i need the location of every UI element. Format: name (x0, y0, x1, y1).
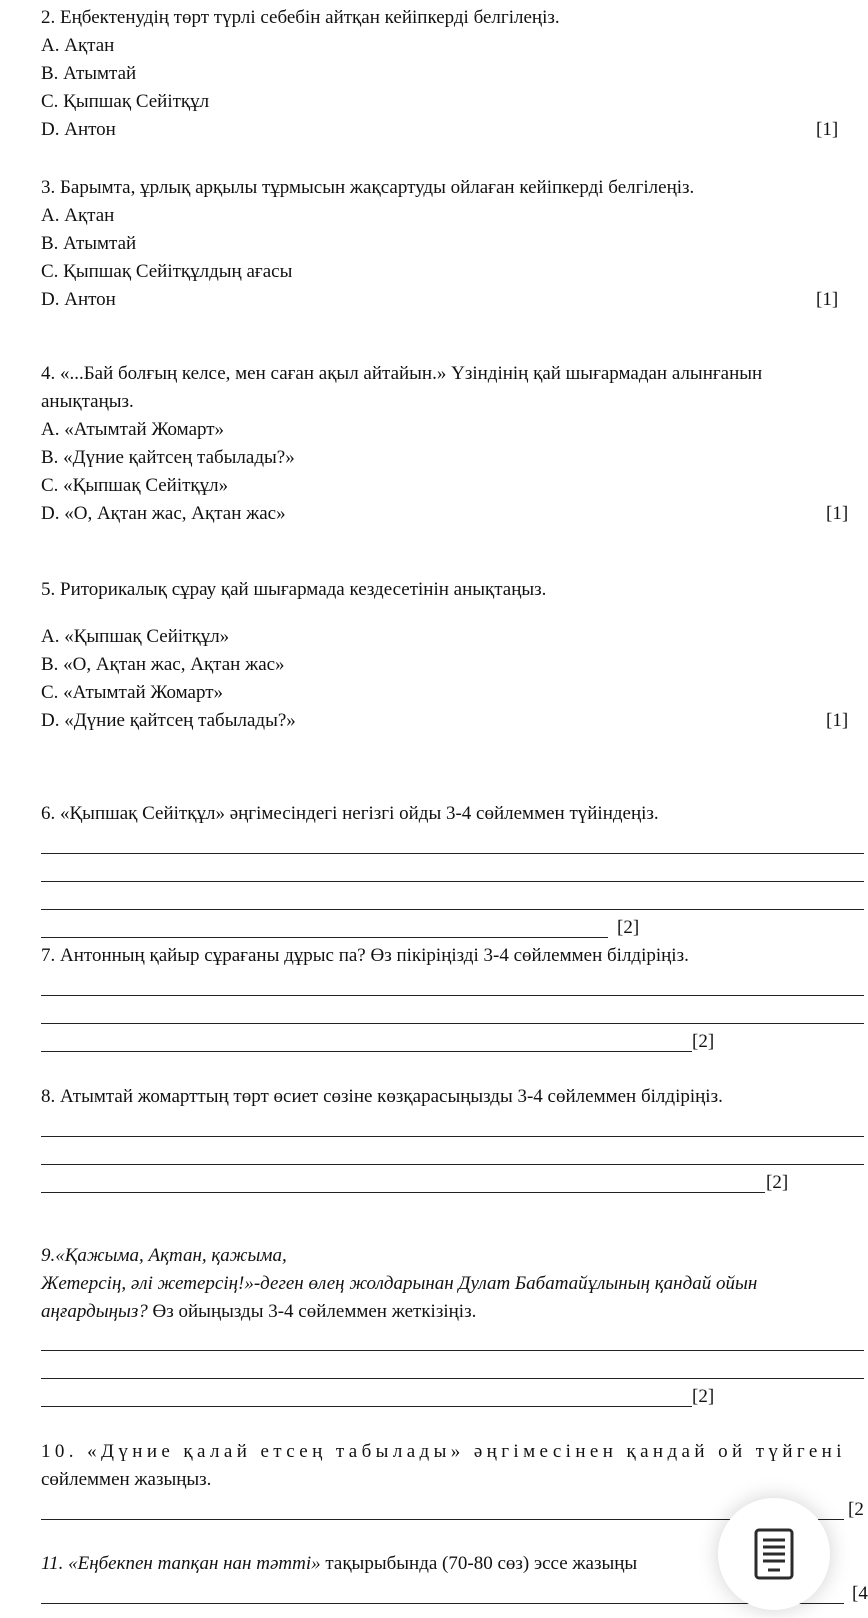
q4-option-b: B. «Дүние қайтсең табылады?» (41, 447, 295, 468)
q8-answer-line-3 (41, 1192, 765, 1193)
q10-line1: 10. «Дүние қалай етсең табылады» әңгімесінен қандай ой түйгені (41, 1441, 846, 1462)
q9-line1: 9.«Қажыма, Ақтан, қажыма, (41, 1245, 287, 1266)
q11-answer-line (41, 1603, 844, 1604)
q7-answer-line-3 (41, 1051, 692, 1052)
q10-mark: [2 (848, 1499, 864, 1520)
q2-question: 2. Еңбектенудің төрт түрлі себебін айтқан кейіпкерді белгілеңіз. (41, 7, 560, 28)
q6-answer-line-3 (41, 909, 864, 910)
q7-answer-line-2 (41, 1023, 864, 1024)
q9-answer-line-3 (41, 1406, 692, 1407)
q9-answer-line-2 (41, 1378, 864, 1379)
q3-option-a: A. Ақтан (41, 205, 115, 226)
q4-question-line2: анықтаңыз. (41, 391, 134, 412)
document-viewer-button[interactable] (718, 1498, 830, 1610)
q8-mark: [2] (766, 1172, 789, 1193)
q3-mark: [1] (816, 289, 839, 310)
q6-answer-line-4 (41, 937, 608, 938)
q5-option-d: D. «Дүние қайтсең табылады?» (41, 710, 296, 731)
q5-question: 5. Риторикалық сұрау қай шығармада кездесетінін анықтаңыз. (41, 579, 547, 600)
q2-option-a: A. Ақтан (41, 35, 115, 56)
q6-question: 6. «Қыпшақ Сейітқұл» әңгімесіндегі негізгі ойды 3-4 сөйлеммен түйіндеңіз. (41, 803, 659, 824)
q4-mark: [1] (826, 503, 849, 524)
q9-answer-line-1 (41, 1350, 864, 1351)
q7-mark: [2] (692, 1031, 715, 1052)
q4-option-a: A. «Атымтай Жомарт» (41, 419, 225, 440)
q11-line-italic: 11. «Еңбекпен тапқан нан тәтті» (41, 1553, 321, 1574)
q11-mark: [4 (852, 1583, 868, 1604)
q7-question: 7. Антонның қайыр сұрағаны дұрыс па? Өз пікіріңізді 3-4 сөйлеммен білдіріңіз. (41, 945, 689, 966)
q3-option-d: D. Антон (41, 289, 116, 310)
q9-line3 (41, 1300, 476, 1324)
q6-mark: [2] (617, 917, 640, 938)
q8-answer-line-2 (41, 1164, 864, 1165)
q9-line3-rest: Өз ойыңызды 3-4 сөйлеммен жеткізіңіз. (147, 1301, 477, 1322)
q11-line (41, 1552, 637, 1576)
q2-mark: [1] (816, 119, 839, 140)
document-icon (754, 1528, 794, 1580)
q3-option-b: B. Атымтай (41, 233, 137, 254)
q9-line2: Жетерсің, әлі жетерсің!»-деген өлең жолдарынан Дулат Бабатайұлының қандай ойын (41, 1273, 758, 1294)
q4-option-d: D. «О, Ақтан жас, Ақтан жас» (41, 503, 286, 524)
q6-answer-line-1 (41, 853, 864, 854)
q8-answer-line-1 (41, 1136, 864, 1137)
q5-option-b: B. «О, Ақтан жас, Ақтан жас» (41, 654, 285, 675)
q5-option-c: C. «Атымтай Жомарт» (41, 682, 224, 703)
q10-line2: сөйлеммен жазыңыз. (41, 1469, 212, 1490)
q9-line3-italic: аңғардыңыз? (41, 1301, 148, 1322)
q8-question: 8. Атымтай жомарттың төрт өсиет сөзіне көзқарасыңызды 3-4 сөйлеммен білдіріңіз. (41, 1086, 723, 1107)
q6-answer-line-2 (41, 881, 864, 882)
q2-option-c: C. Қыпшақ Сейітқұл (41, 91, 210, 112)
q9-mark: [2] (692, 1386, 715, 1407)
q10-answer-line (41, 1519, 844, 1520)
q3-option-c: C. Қыпшақ Сейітқұлдың ағасы (41, 261, 293, 282)
q4-question-line1: 4. «...Бай болғың келсе, мен саған ақыл айтайын.» Үзіндінің қай шығармадан алынғанын (41, 363, 763, 384)
q2-option-b: B. Атымтай (41, 63, 137, 84)
q11-line-rest: тақырыбында (70-80 сөз) эссе жазыңы (320, 1553, 638, 1574)
q4-option-c: C. «Қыпшақ Сейітқұл» (41, 475, 229, 496)
q5-option-a: A. «Қыпшақ Сейітқұл» (41, 626, 230, 647)
q3-question: 3. Барымта, ұрлық арқылы тұрмысын жақсартуды ойлаған кейіпкерді белгілеңіз. (41, 177, 695, 198)
q2-option-d: D. Антон (41, 119, 116, 140)
q5-mark: [1] (826, 710, 849, 731)
q7-answer-line-1 (41, 995, 864, 996)
